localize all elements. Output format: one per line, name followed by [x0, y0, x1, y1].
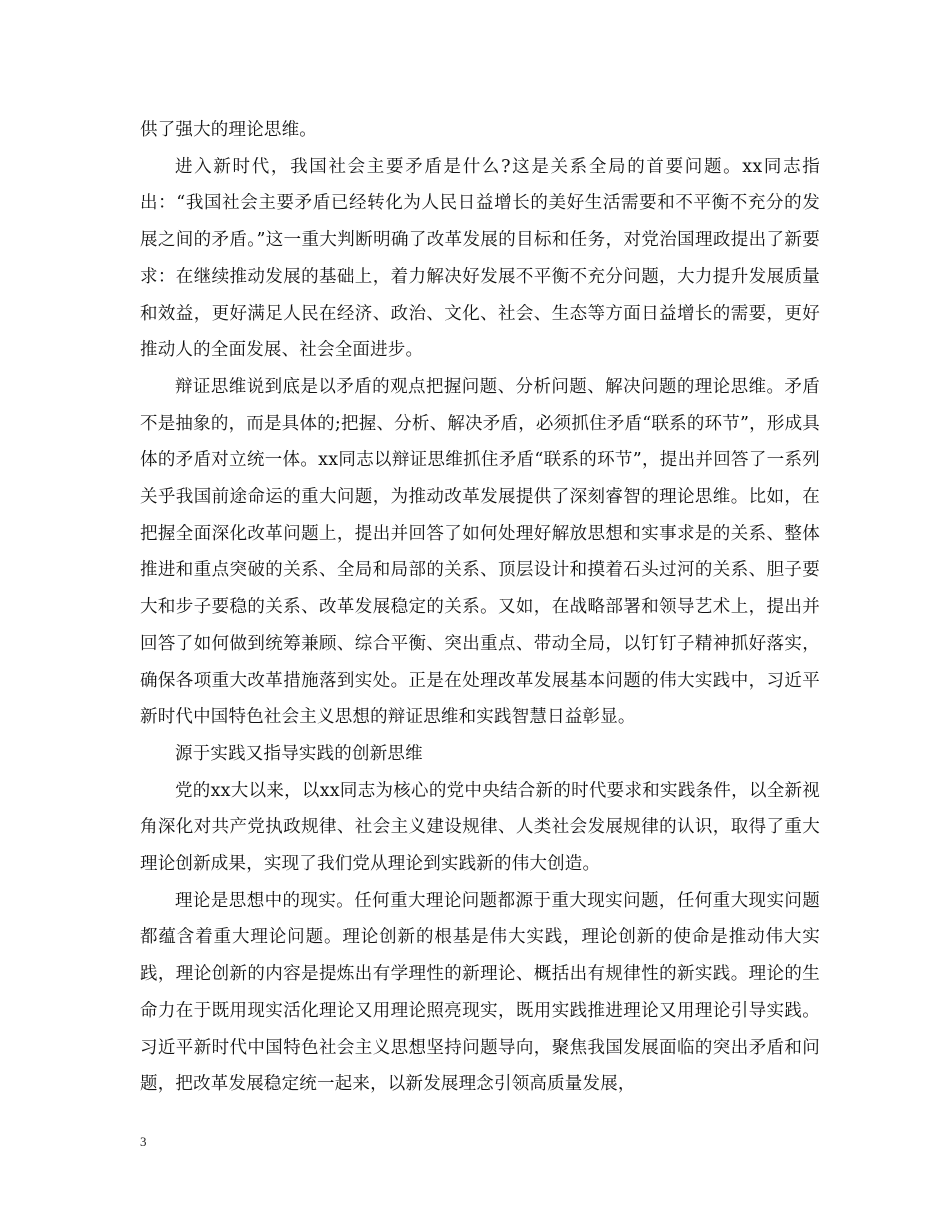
paragraph-1: 供了强大的理论思维。: [140, 120, 317, 140]
paragraph-3: 辩证思维说到底是以矛盾的观点把握问题、分析问题、解决问题的理论思维。矛盾不是抽象的，而是具体的;把握、分析、解决矛盾，必须抓住矛盾“联系的环节”，形成具体的矛盾对立统一体。xx同志以辩证思维抓住矛盾“联系的环节”，提出并回答了一系列关乎我国前途命运的重大问题，为推动改革发展提供了深刻睿智的理论思维。比如，在把握全面深化改革问题上，提出并回答了如何处理好解放思想和实事求是的关系、整体推进和重点突破的关系、全局和局部的关系、顶层设计和摸着石头过河的关系、胆子要大和步子要稳的关系、改革发展稳定的关系。又如，在战略部署和领导艺术上，提出并回答了如何做到统筹兼顾、综合平衡、突出重点、带动全局，以钉钉子精神抓好落实，确保各项重大改革措施落到实处。正是在处理改革发展基本问题的伟大实践中，习近平新时代中国特色社会主义思想的辩证思维和实践智慧日益彰显。: [140, 376, 820, 728]
page-number: 3: [140, 1134, 147, 1149]
paragraph-4: 党的xx大以来，以xx同志为核心的党中央结合新的时代要求和实践条件，以全新视角深化对共产党执政规律、社会主义建设规律、人类社会发展规律的认识，取得了重大理论创新成果，实现了我们党从理论到实践新的伟大创造。: [140, 780, 820, 875]
paragraph-5: 理论是思想中的现实。任何重大理论问题都源于重大现实问题，任何重大现实问题都蕴含着重大理论问题。理论创新的根基是伟大实践，理论创新的使命是推动伟大实践，理论创新的内容是提炼出有学理性的新理论、概括出有规律性的新实践。理论的生命力在于既用现实活化理论又用理论照亮现实，既用实践推进理论又用理论引导实践。习近平新时代中国特色社会主义思想坚持问题导向，聚焦我国发展面临的突出矛盾和问题，把改革发展稳定统一起来，以新发展理念引领高质量发展，: [140, 890, 820, 1095]
document-body: [140, 112, 820, 1103]
paragraph-2: 进入新时代，我国社会主要矛盾是什么?这是关系全局的首要问题。xx同志指出：“我国社会主要矛盾已经转化为人民日益增长的美好生活需要和不平衡不充分的发展之间的矛盾。”这一重大判断明确了改革发展的目标和任务，对党治国理政提出了新要求：在继续推动发展的基础上，着力解决好发展不平衡不充分问题，大力提升发展质量和效益，更好满足人民在经济、政治、文化、社会、生态等方面日益增长的需要，更好推动人的全面发展、社会全面进步。: [140, 156, 820, 361]
section-heading: 源于实践又指导实践的创新思维: [175, 743, 423, 764]
